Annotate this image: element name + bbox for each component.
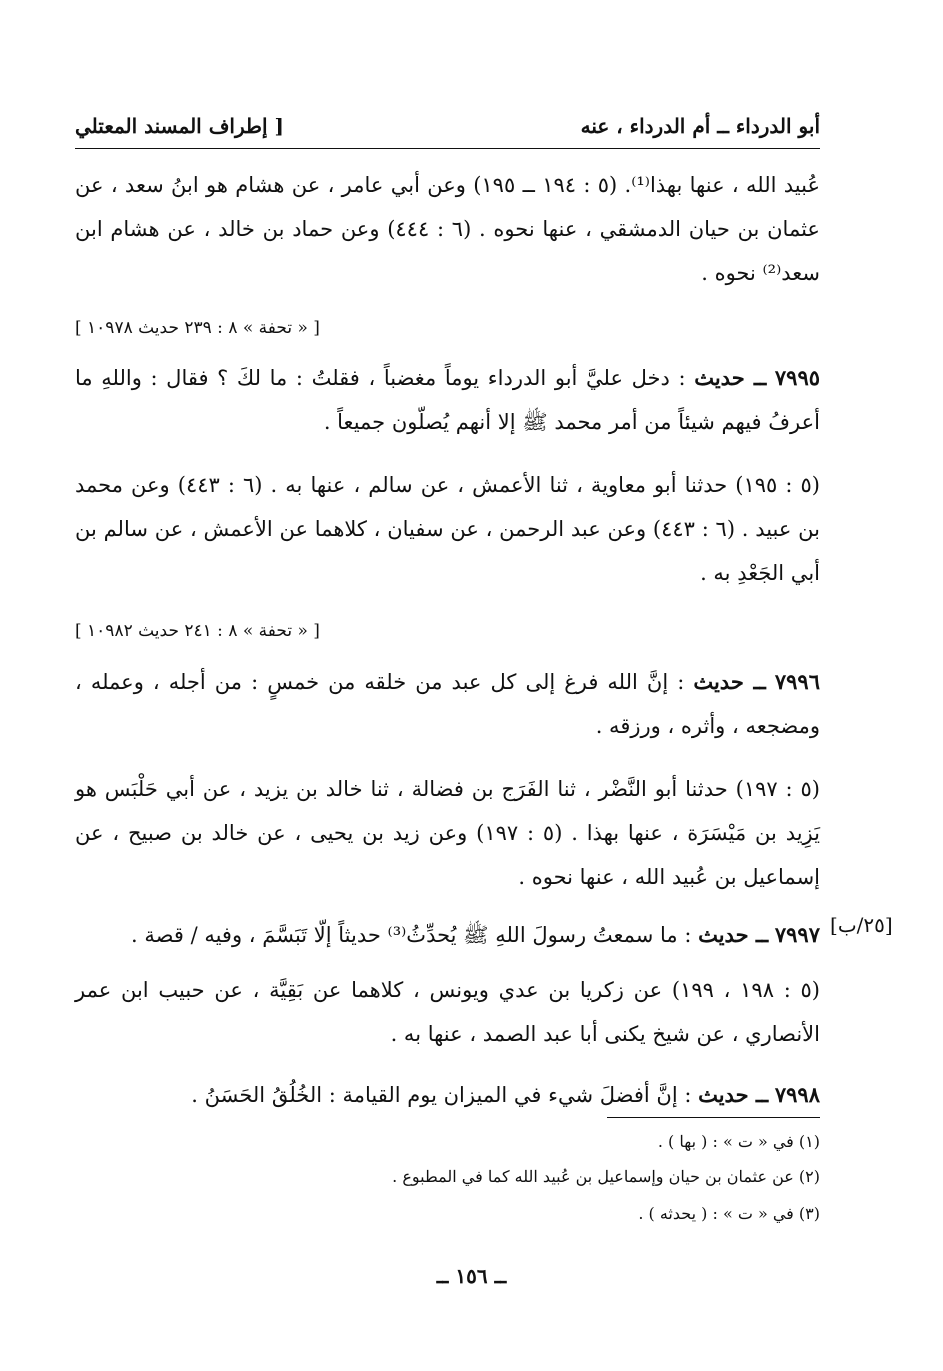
tuhfa-reference-2 <box>75 619 820 643</box>
hadith-number: ٧٩٩٨ <box>774 1082 820 1107</box>
isnad-text: (٥ : ١٩٨ ، ١٩٩) عن زكريا بن عدي ويونس ، كلاهما عن بَقِيَّة ، عن حبيب ابن عمر الأنصاري ، عن شيخ يكنى أبا عبد الصمد ، عنها به . <box>75 978 820 1046</box>
hadith-7995 <box>75 356 820 444</box>
isnad-text: (٥ : ١٩٧) حدثنا أبو النَّضْر ، ثنا الفَرَج بن فضالة ، ثنا خالد بن يزيد ، عن أبي حَلْبَس هو يَزِيد بن مَيْسَرَة ، عنها بهذا . (٥ : ١٩٧) وعن زيد بن يحيى ، عن خالد بن صبيح ، عن إسماعيل بن عُبيد الله ، عنها نحوه . <box>75 777 820 889</box>
footnote-2: (٢) عن عثمان بن حيان وإسماعيل بن عُبيد الله كما في المطبوع . <box>392 1167 820 1186</box>
tuhfa-text-2: [ « تحفة » ٨ : ٢٤١ حديث ١٠٩٨٢ ] <box>75 621 320 641</box>
hadith-number: ٧٩٩٦ <box>774 669 820 694</box>
hadith-number: ٧٩٩٧ <box>774 922 820 947</box>
isnad-7997 <box>75 968 820 1056</box>
hadith-7998 <box>75 1073 820 1117</box>
hadith-label: ــ حديث <box>698 1082 769 1107</box>
header-book-title: [ إطراف المسند المعتلي <box>75 114 284 138</box>
isnad-7996 <box>75 767 820 899</box>
running-header <box>75 108 820 149</box>
hadith-7997 <box>75 913 820 957</box>
manuscript-folio-marker: [٢٥/ب] <box>830 913 893 937</box>
tuhfa-reference-1 <box>75 316 820 340</box>
footnote-3: (٣) في « ت » : ( يحدثه ) . <box>638 1204 820 1223</box>
tuhfa-text-1: [ « تحفة » ٨ : ٢٣٩ حديث ١٠٩٧٨ ] <box>75 318 320 338</box>
hadith-text: : إنَّ الله فرغ إلى كل عبد من خلقه من خمسٍ : من أجله ، وعمله ، ومضجعه ، وأثره ، ورزقه . <box>75 670 820 738</box>
hadith-label: ــ حديث <box>698 922 769 947</box>
footnote-1: (١) في « ت » : ( بها ) . <box>657 1132 820 1151</box>
hadith-text: : ما سمعتُ رسولَ اللهِ ﷺ يُحدِّثُ⁽³⁾ حديثاً إلّا تَبَسَّمَ ، وفيه / قصة . <box>131 923 699 947</box>
footnote-divider <box>607 1117 820 1118</box>
hadith-label: ــ حديث <box>694 365 767 390</box>
hadith-number: ٧٩٩٥ <box>774 365 821 390</box>
hadith-text: : دخل عليَّ أبو الدرداء يوماً مغضباً ، فقلتُ : ما لكَ ؟ فقال : واللهِ ما أعرفُ فيهم شيئاً من أمر محمد ﷺ إلا أنهم يُصلّون جميعاً . <box>75 366 820 434</box>
hadith-7996 <box>75 660 820 748</box>
page-number: ــ ١٥٦ ــ <box>436 1264 507 1288</box>
intro-text: عُبيد الله ، عنها بهذا⁽¹⁾. (٥ : ١٩٤ ــ ١٩٥) وعن أبي عامر ، عن هشام هو ابنُ سعد ، عن عثمان بن حيان الدمشقي ، عنها نحوه . (٦ : ٤٤٤) وعن حماد بن خالد ، عن هشام ابن سعد⁽²⁾ نحوه . <box>75 173 820 285</box>
isnad-7995 <box>75 463 820 595</box>
intro-paragraph <box>75 163 820 295</box>
hadith-label: ــ حديث <box>693 669 766 694</box>
isnad-text: (٥ : ١٩٥) حدثنا أبو معاوية ، ثنا الأعمش ، عن سالم ، عنها به . (٦ : ٤٤٣) وعن محمد بن عبيد . (٦ : ٤٤٣) وعن عبد الرحمن ، عن سفيان ، كلاهما عن الأعمش ، عن سالم بن أبي الجَعْدِ به . <box>75 473 821 585</box>
header-chapter-title: أبو الدرداء ــ أم الدرداء ، عنه <box>580 114 820 138</box>
hadith-text: : إنَّ أفضلَ شيء في الميزان يوم القيامة : الخُلُقُ الحَسَنُ . <box>191 1083 699 1107</box>
